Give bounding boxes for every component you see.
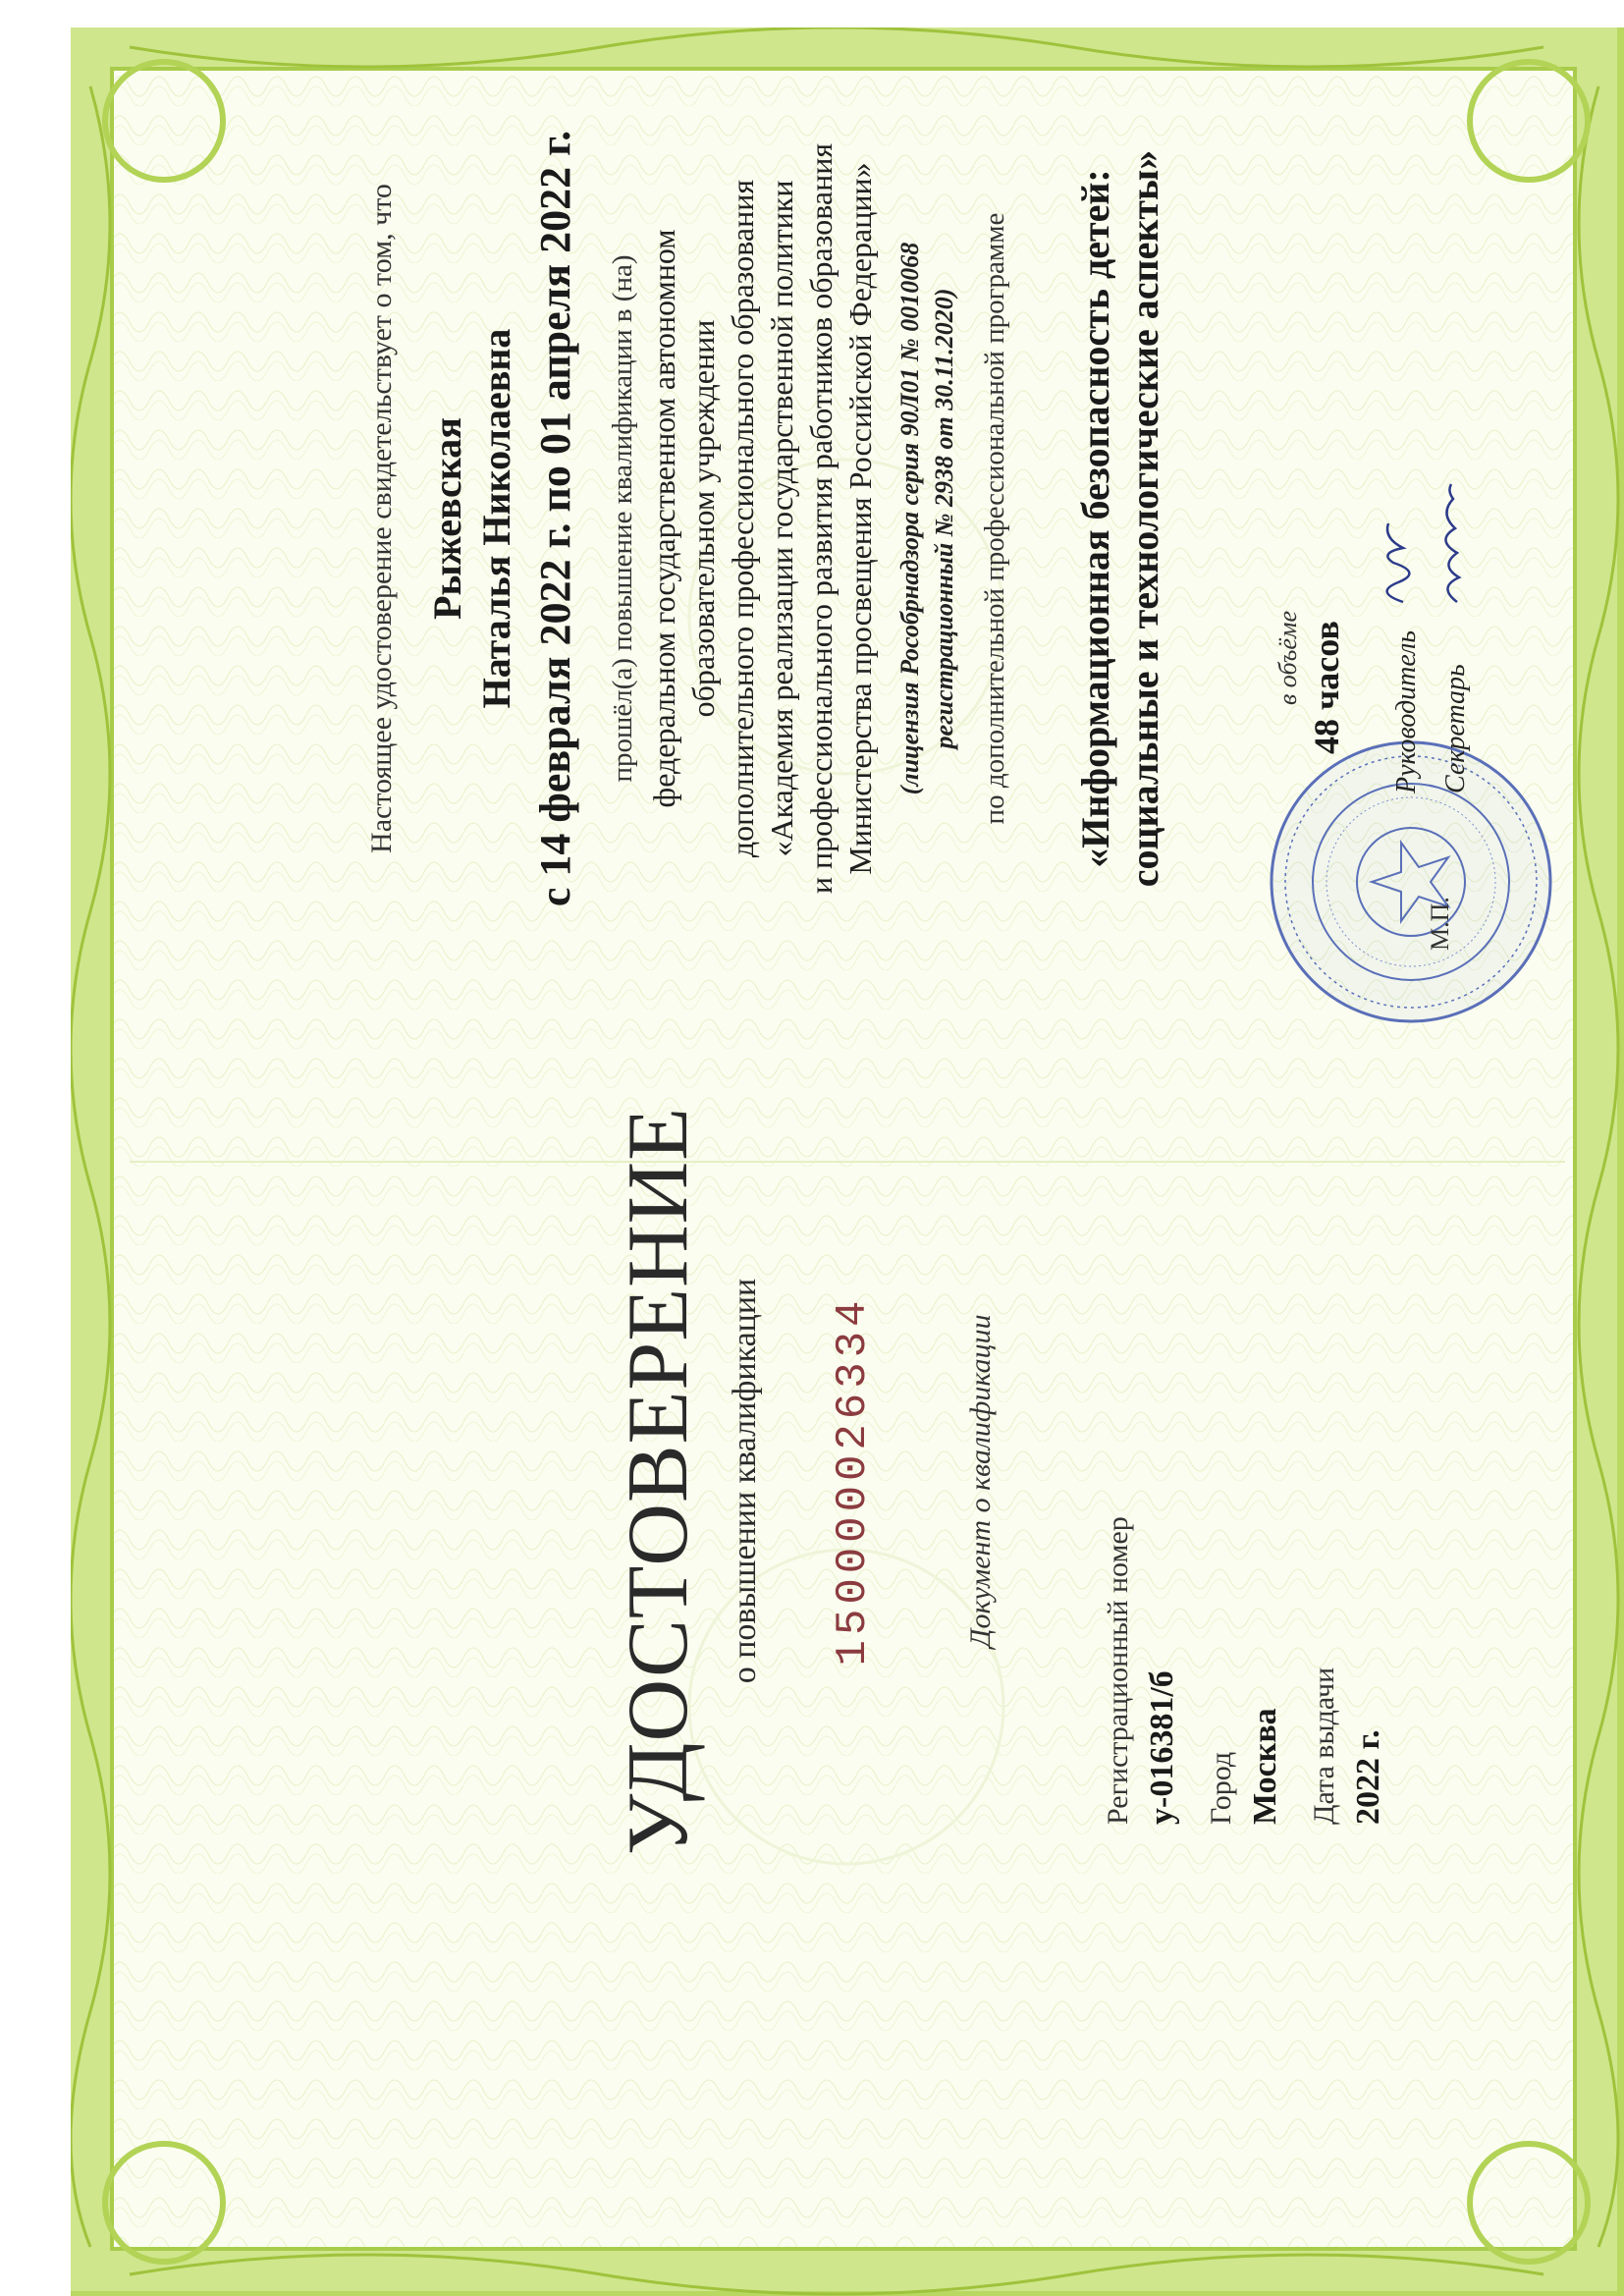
city-value: Москва bbox=[1247, 1708, 1283, 1825]
volume-label: в объёме bbox=[1273, 610, 1302, 705]
document-type: Документ о квалификации bbox=[964, 1314, 997, 1648]
registration-label: Регистрационный номер bbox=[1102, 1516, 1134, 1825]
document-subtitle: о повышении квалификации bbox=[727, 1278, 763, 1684]
registration-number: у-016381/б bbox=[1144, 1670, 1180, 1825]
director-label: Руководитель bbox=[1391, 629, 1422, 793]
rotated-document bbox=[71, 27, 1624, 2296]
institution-line: федеральном государственном автономном bbox=[646, 229, 681, 808]
program-title: социальные и технологические аспекты» bbox=[1122, 149, 1166, 888]
secretary-label: Секретарь bbox=[1440, 664, 1471, 793]
institution-line: «Академия реализации государственной политики bbox=[764, 180, 799, 857]
passed-text: прошёл(а) повышение квалификации в (на) bbox=[607, 254, 638, 783]
issue-date-label: Дата выдачи bbox=[1308, 1667, 1340, 1825]
license-line: регистрационный № 2938 от 30.11.2020) bbox=[930, 288, 958, 749]
institution-line: образовательном учреждении bbox=[685, 319, 721, 718]
holder-name: Наталья Николаевна bbox=[474, 328, 518, 709]
document-title: УДОСТОВЕРЕНИЕ bbox=[611, 1107, 706, 1855]
certificate-scan bbox=[71, 27, 1624, 2296]
serial-number: 150000026334 bbox=[829, 1295, 878, 1667]
institution-line: Министерства просвещения Российской Федерации» bbox=[842, 162, 878, 875]
hours-value: 48 часов bbox=[1307, 621, 1346, 754]
holder-surname: Рыжевская bbox=[425, 417, 469, 620]
training-period: с 14 февраля 2022 г. по 01 апреля 2022 г. bbox=[531, 130, 579, 907]
secretary-signature bbox=[1428, 479, 1477, 607]
institution-line: и профессионального развития работников образования bbox=[803, 142, 839, 895]
city-label: Город bbox=[1205, 1751, 1237, 1825]
program-title: «Информационная безопасность детей: bbox=[1073, 169, 1117, 868]
stamp-label: М.П. bbox=[1426, 897, 1454, 951]
issue-date-value: 2022 г. bbox=[1350, 1729, 1386, 1825]
license-line: (лицензия Рособрнадзора серия 90Л01 № 0010068 bbox=[895, 242, 924, 795]
director-signature bbox=[1369, 519, 1418, 607]
institution-line: дополнительного профессионального образования bbox=[725, 179, 760, 858]
intro-text: Настоящее удостоверение свидетельствует о том, что bbox=[365, 184, 398, 853]
program-label: по дополнительной профессиональной программе bbox=[979, 212, 1010, 825]
